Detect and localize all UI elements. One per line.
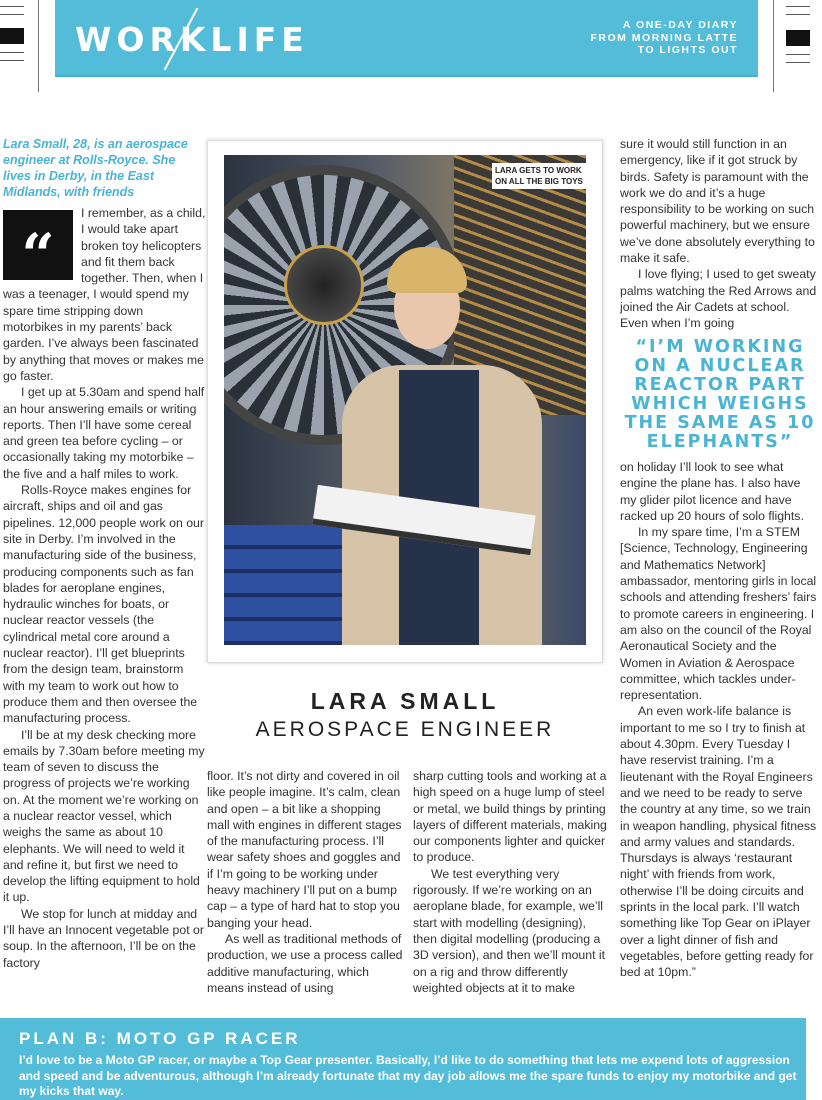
- rule: [0, 60, 24, 61]
- person-name: LARA SMALL: [310, 688, 500, 714]
- column-2-text: [207, 768, 405, 996]
- paragraph: sure it would still function in an emergency, like if it got struck by birds. Safety is paramount with the work we do and it’s a huge responsibility to be working on such powerful machinery, but we ensure we’ve done absolutely everything to make it safe.: [620, 137, 815, 266]
- dropcap-spacer: [3, 205, 81, 285]
- engine-hub: [284, 245, 364, 325]
- paragraph: I’ll be at my desk checking more emails by 7.30am before meeting my team of seven to discuss the progress of projects we’re working on. At the moment we’re working on a nuclear reactor vessel, which weighs the same as about 10 elephants. We will need to weld it and refine it, but first we need to develop the lifting equipment to hold it up.: [3, 727, 205, 905]
- paragraph: We test everything very rigorously. If we’re working on an aeroplane blade, for example, we’ll start with modelling (designing), then digital modelling (producing a 3D version), and then we’ll mount it on a rig and throw differently weighted objects at it to make: [413, 866, 606, 995]
- margin-line-right: [773, 0, 774, 92]
- rule: [786, 6, 810, 7]
- person-role: AEROSPACE ENGINEER: [255, 718, 555, 741]
- paragraph: sharp cutting tools and working at a high speed on a huge lump of steel or metal, we build things by printing layers of different materials, making our components lighter and quicker to produce.: [413, 769, 607, 865]
- tagline-line: A ONE-DAY DIARY: [622, 19, 738, 31]
- rule: [786, 62, 810, 63]
- paragraph: Rolls-Royce makes engines for aircraft, ships and oil and gas pipelines. 12,000 people work on our site in Derby. I’m involved in the manufacturing side of the business, producing components such as fan blades for aeroplane engines, hydraulic winches for boats, or nuclear reactor vessels (the cylindrical metal core around a nuclear reactor). I’ll get blueprints from the design team, brainstorm with my team to work out how to produce them and then oversee the manufacturing process.: [3, 483, 204, 726]
- column-4-bottom-text: [620, 459, 820, 981]
- header-tagline: [590, 19, 738, 57]
- plan-b-text: I’d love to be a Moto GP racer, or maybe a Top Gear presenter. Basically, I’d like to do something that lets me expend lots of aggression and speed and be adventurous, although I’m already fortunate that my day job allows me the spare funds to enjoy my motorbike and get my kicks that way.: [19, 1053, 797, 1098]
- rule: [0, 14, 24, 15]
- column-3-text: [413, 768, 611, 996]
- quote-mark-icon: “: [3, 210, 73, 280]
- paragraph: I remember, as a child, I would take apart broken toy helicopters and fit them back together. Then, when I was a teenager, I would spend my spare time stripping down motorbikes in my parents’ back garden. I’ve always been fascinated by anything that moves or makes me go faster.: [3, 206, 206, 383]
- paragraph: floor. It’s not dirty and covered in oil like people imagine. It’s calm, clean and open – a bit like a shopping mall with engines in different stages of the manufacturing process. I’ll wear safety shoes and goggles and if I’m going to be working under heavy machinery I’ll put on a bump cap – a type of hard hat to stop you banging your head.: [207, 769, 402, 930]
- registration-mark-left: [0, 28, 24, 44]
- paragraph: I love flying; I used to get sweaty palms watching the Red Arrows and joined the Air Cadets at school. Even when I’m going: [620, 267, 817, 331]
- standfirst: Lara Small, 28, is an aerospace engineer at Rolls-Royce. She lives in Derby, in the East Midlands, with friends: [3, 137, 188, 199]
- section-header: [55, 0, 758, 77]
- caption-line: ON ALL THE BIG TOYS: [495, 177, 583, 186]
- paragraph: An even work-life balance is important to me so I try to finish at about 4.30pm. Every Tuesday I have reservist training. I’m a lieutenant with the Royal Engineers and we need to be ready to serve the country at any time, so we train in weapon handling, physical fitness and army values and standards. Thursdays is always ‘restaurant night’ with friends from work, otherwise I’ll be doing circuits and sprints in the local park. I’ll watch something like Top Gear on iPlayer over a light dinner of fish and vegetables, before getting ready for bed at 10pm.”: [620, 704, 817, 980]
- rule: [786, 54, 810, 55]
- paragraph: In my spare time, I’m a STEM [Science, Technology, Engineering and Mathematics Network] ambassador, mentoring girls in local schools and attending freshers’ fairs to promote careers in engineering. I am also on the council of the Royal Aeronautical Society and the Women in Aviation & Aerospace committee, which tackles under-representation.: [620, 525, 817, 703]
- tool-cabinet: [224, 525, 354, 645]
- rule: [786, 14, 810, 15]
- worklife-logo: WORKLIFE: [75, 20, 309, 59]
- paragraph: We stop for lunch at midday and I’ll have an Innocent vegetable pot or soup. In the afternoon, I’ll be on the factory: [3, 906, 204, 970]
- registration-mark-right: [786, 30, 810, 46]
- column-1-text: [3, 205, 206, 971]
- margin-line-left: [38, 0, 39, 92]
- plan-b-title: PLAN B: MOTO GP RACER: [19, 1029, 301, 1048]
- plan-b-box: [0, 1018, 806, 1100]
- paragraph: I get up at 5.30am and spend half an hour answering emails or writing reports. Then I’ll have some cereal and green tea before cycling – or occasionally taking my motorbike – the five and a half miles to work.: [3, 385, 205, 481]
- pull-quote: “I’M WORKING ON A NUCLEAR REACTOR PART WHICH WEIGHS THE SAME AS 10 ELEPHANTS”: [624, 337, 816, 452]
- rule: [0, 52, 24, 53]
- tagline-line: FROM MORNING LATTE: [590, 31, 738, 44]
- tagline-line: TO LIGHTS OUT: [637, 44, 738, 56]
- paragraph: on holiday I’ll look to see what engine the plane has. I also have my glider pilot licence and have racked up 20 hours of solo flights.: [620, 460, 804, 523]
- photo-caption: [492, 163, 586, 189]
- portrait-photo: [224, 155, 586, 645]
- column-4-top-text: [620, 136, 820, 332]
- rule: [0, 6, 24, 7]
- paragraph: As well as traditional methods of production, we use a process called additive manufacturing, which means instead of using: [207, 931, 403, 995]
- caption-line: LARA GETS TO WORK: [495, 166, 582, 175]
